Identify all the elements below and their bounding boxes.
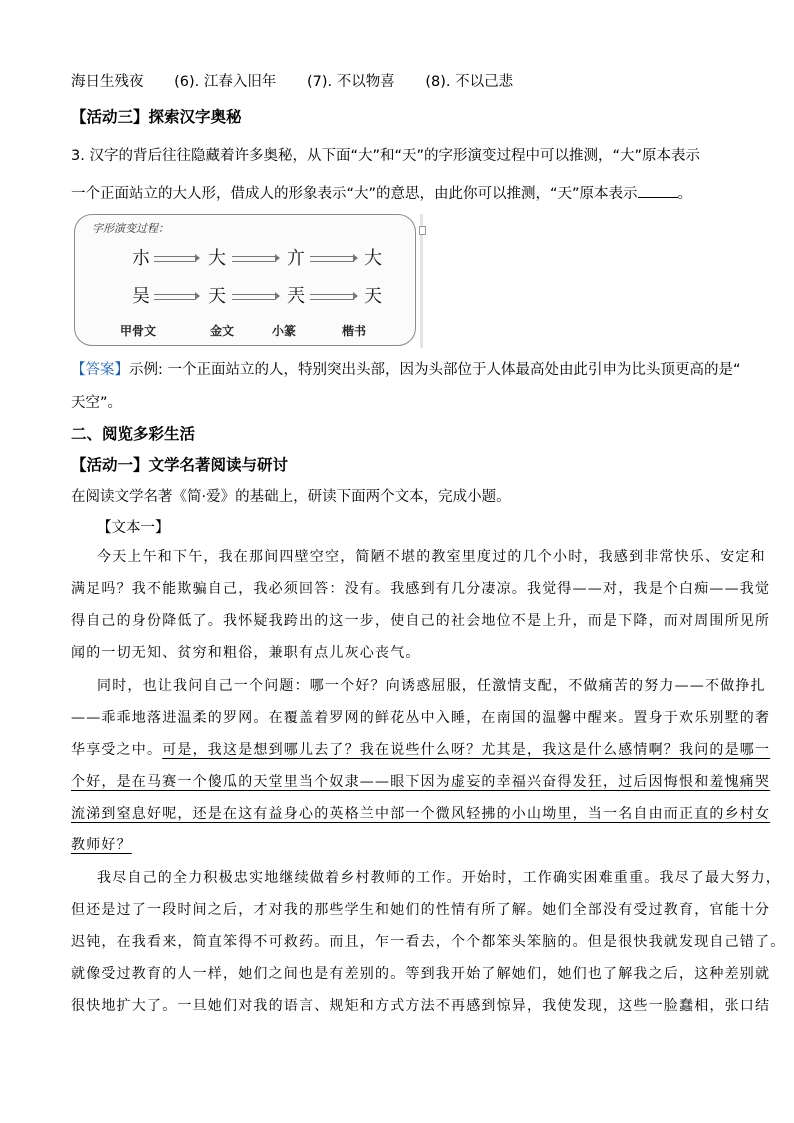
glyph-da-bronze: 大	[208, 248, 226, 269]
para2-line3-plain: 华享受之中。	[71, 742, 163, 758]
answer-item-7: (7). 不以物喜	[306, 74, 395, 90]
label-small-seal: 小篆	[272, 324, 297, 338]
answer-item-5-tail: 海日生残夜	[71, 74, 144, 90]
answer-line1	[71, 360, 741, 380]
label-bronze: 金文	[210, 324, 235, 338]
glyph-da-oracle: 朩	[132, 248, 150, 269]
para3-line5: 很快地扩大了。一旦她们对我的语言、规矩和方式方法不再感到惊异，我使发现，这些一脸蠢相，张口结	[71, 998, 771, 1014]
para1-line3: 得自己的身份降低了。我怀疑我跨出的这一步，使自己的社会地位不是上升，而是下降，而对周围所见所	[71, 613, 771, 629]
glyph-tian-regular: 天	[364, 286, 382, 307]
glyph-tian-oracle: 吴	[132, 286, 150, 307]
para2-line4: 个好，是在马赛一个傻瓜的天堂里当个奴隶——眼下因为虚妄的幸福兴奋得发狂，过后因悔恨和羞愧痛哭	[71, 774, 771, 790]
para1-line2: 满足吗？我不能欺骗自己，我必须回答：没有。我感到有几分凄凉。我觉得——对，我是个白痴——我觉	[71, 581, 771, 597]
arrow-icon	[154, 294, 196, 300]
para3-line1: 我尽自己的全力积极忠实地继续做着乡村教师的工作。开始时，工作确实困难重重。我尽了最大努力，	[97, 870, 781, 886]
glyph-da-seal: 亣	[287, 248, 305, 269]
para2-underlined-start: 可是，我这是想到哪儿去了？我在说些什么呀？尤其是，我这是什么感情啊？我问的是哪一	[162, 742, 771, 758]
label-regular: 楷书	[342, 324, 367, 338]
arrow-icon	[232, 294, 276, 300]
label-oracle-bone: 甲骨文	[120, 324, 157, 338]
answer-line2: 天空”。	[71, 395, 123, 411]
glyph-tian-bronze: 天	[208, 286, 226, 307]
para3-line3: 迟钝，在我看来，简直笨得不可救药。而且，乍一看去，个个都笨头笨脑的。但是很快我就发现自己错了。	[71, 934, 786, 950]
para3-line4: 就像受过教育的人一样，她们之间也是有差别的。等到我开始了解她们，她们也了解我之后，这种差别就	[71, 966, 771, 982]
para2-line5: 流涕到窒息好呢，还是在这有益身心的英格兰中部一个微风轻拂的小山坳里，当一名自由而正直的乡村女	[71, 806, 771, 822]
figure-title: 字形演变过程：	[92, 222, 169, 235]
para1-line1: 今天上午和下午，我在那间四壁空空，简陋不堪的教室里度过的几个小时，我感到非常快乐、安定和	[97, 549, 766, 565]
para2-line6: 教师好？	[71, 837, 132, 853]
section2-heading: 二、阅览多彩生活	[71, 425, 196, 443]
arrow-icon	[232, 256, 276, 262]
glyph-tian-seal: 兲	[287, 286, 305, 307]
activity3-heading: 【活动三】探索汉字奥秘	[71, 108, 242, 126]
reading-intro: 在阅读文学名著《简·爱》的基础上，研读下面两个文本，完成小题。	[71, 489, 511, 505]
glyph-da-regular: 大	[364, 248, 382, 269]
question3-line2	[71, 183, 692, 204]
para3-line2: 但还是过了一段时间之后，才对我的那些学生和她们的性情有所了解。她们全部没有受过教育，官能十分	[71, 902, 771, 918]
arrow-icon	[154, 256, 196, 262]
question3-line2-end: 。	[677, 186, 693, 202]
text1-label: 【文本一】	[97, 520, 170, 536]
previous-answers-line	[71, 72, 513, 92]
para2-line1: 同时，也让我问自己一个问题：哪一个好？向诱惑屈服，任激情支配，不做痛苦的努力——不做挣扎	[97, 678, 766, 694]
answer-label: 【答案】	[71, 362, 129, 378]
question3-line1: 3. 汉字的背后往往隐藏着许多奥秘，从下面“大”和“天”的字形演变过程中可以推测，“大”原本表示	[71, 148, 701, 164]
answer-item-6: (6). 江春入旧年	[174, 74, 277, 90]
character-evolution-figure	[72, 212, 422, 348]
answer-item-8: (8). 不以己悲	[425, 74, 514, 90]
question3-line2-text: 一个正面站立的大人形，借成人的形象表示“大”的意思，由此你可以推测，“天”原本表示	[71, 186, 638, 202]
arrow-icon	[310, 294, 354, 300]
arrow-icon	[310, 256, 354, 262]
para2-line2: ——乖乖地落进温柔的罗网。在覆盖着罗网的鲜花丛中入睡，在南国的温馨中醒来。置身于欢乐别墅的奢	[71, 710, 771, 726]
answer-text: 示例: 一个正面站立的人，特别突出头部，因为头部位于人体最高处由此引申为比头顶更高的是“	[129, 362, 741, 378]
para2-line3	[71, 740, 770, 760]
activity1-heading: 【活动一】文学名著阅读与研讨	[71, 456, 289, 474]
image-resize-handle	[419, 226, 426, 235]
para1-line4: 闻的一切无知、贫穷和粗俗，兼职有点儿灰心丧气。	[71, 645, 421, 661]
answer-blank	[638, 183, 678, 198]
